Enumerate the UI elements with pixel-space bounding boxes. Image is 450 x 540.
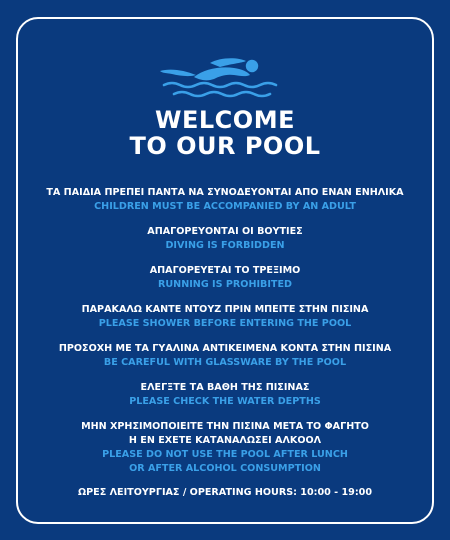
rule-item — [0, 186, 450, 214]
rule-greek-line-1: ΜΗΝ ΧΡΗΣΙΜΟΠΟΙΕΙΤΕ ΤΗΝ ΠΙΣΙΝΑ ΜΕΤΑ ΤΟ ΦΑΓΗΤΟ — [81, 421, 369, 432]
rule-english: CHILDREN MUST BE ACCOMPANIED BY AN ADULT — [94, 201, 356, 212]
operating-hours: ΩΡΕΣ ΛΕΙΤΟΥΡΓΙΑΣ / OPERATING HOURS: 10:00 - 19:00 — [77, 487, 373, 498]
swimmer-icon — [150, 55, 300, 101]
rule-greek: ΕΛΕΓΞΤΕ ΤΑ ΒΑΘΗ ΤΗΣ ΠΙΣΙΝΑΣ — [140, 382, 310, 393]
rule-english: RUNNING IS PROHIBITED — [158, 279, 292, 290]
rule-greek: ΠΑΡΑΚΑΛΩ ΚΑΝΤΕ ΝΤΟΥΖ ΠΡΙΝ ΜΠΕΙΤΕ ΣΤΗΝ ΠΙΣΙΝΑ — [81, 304, 369, 315]
rule-greek: ΠΡΟΣΟΧΗ ΜΕ ΤΑ ΓΥΑΛΙΝΑ ΑΝΤΙΚΕΙΜΕΝΑ ΚΟΝΤΑ ΣΤΗΝ ΠΙΣΙΝΑ — [58, 343, 392, 354]
rules-list — [0, 186, 450, 487]
rule-english: PLEASE CHECK THE WATER DEPTHS — [129, 396, 321, 407]
rule-item — [0, 303, 450, 331]
rule-english: DIVING IS FORBIDDEN — [165, 240, 285, 251]
rule-english-line-2: OR AFTER ALCOHOL CONSUMPTION — [129, 463, 321, 474]
rule-greek: ΤΑ ΠΑΙΔΙΑ ΠΡΕΠΕΙ ΠΑΝΤΑ ΝΑ ΣΥΝΟΔΕΥΟΝΤΑΙ ΑΠΟ ΕΝΑΝ ΕΝΗΛΙΚΑ — [46, 187, 404, 198]
rule-greek: ΑΠΑΓΟΡΕΥΕΤΑΙ ΤΟ ΤΡΕΞΙΜΟ — [149, 265, 301, 276]
title-line-1: WELCOME — [155, 106, 295, 134]
rule-greek-line-2: Η ΕΝ ΕΧΕΤΕ ΚΑΤΑΝΑΛΩΣΕΙ ΑΛΚΟΟΛ — [128, 435, 322, 446]
rule-item — [0, 420, 450, 476]
rule-english-line-1: PLEASE DO NOT USE THE POOL AFTER LUNCH — [102, 449, 348, 460]
rule-item — [0, 225, 450, 253]
rule-greek: ΑΠΑΓΟΡΕΥΟΝΤΑΙ ΟΙ ΒΟΥΤΙΕΣ — [147, 226, 303, 237]
rule-english: PLEASE SHOWER BEFORE ENTERING THE POOL — [98, 318, 352, 329]
rule-item — [0, 264, 450, 292]
title-line-2: TO OUR POOL — [129, 132, 321, 160]
rule-item — [0, 342, 450, 370]
rule-english: BE CAREFUL WITH GLASSWARE BY THE POOL — [103, 357, 347, 368]
rule-item — [0, 381, 450, 409]
